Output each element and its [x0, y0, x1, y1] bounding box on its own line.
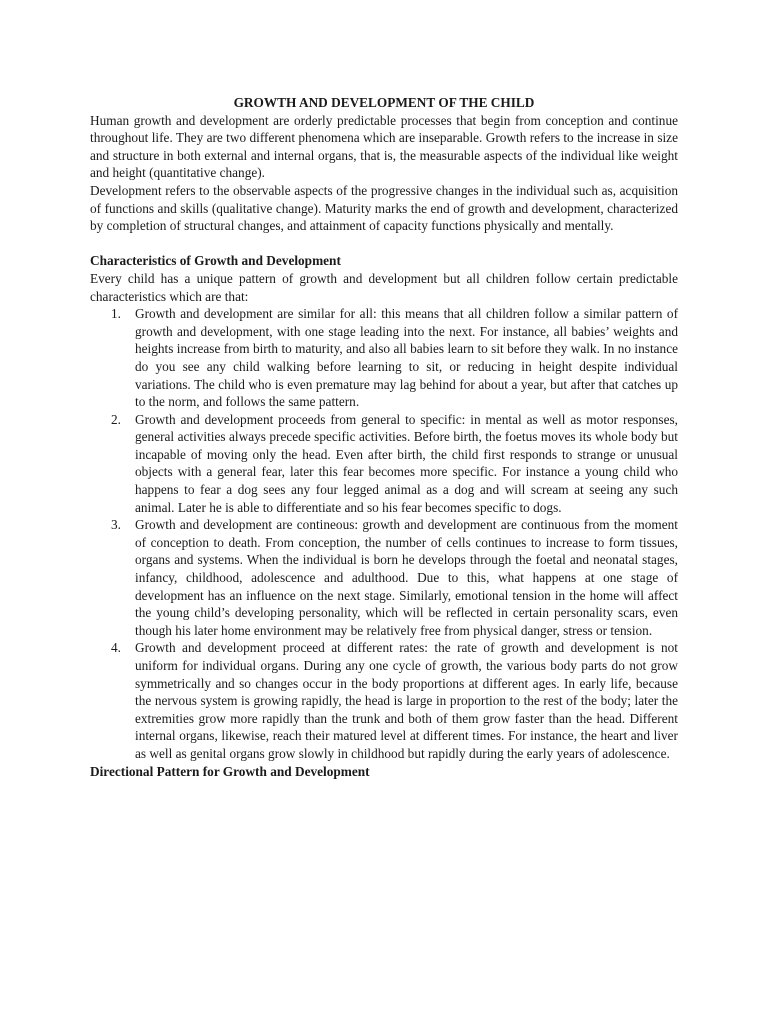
list-item-text: Growth and development are similar for all: this means that all children follow a similar pattern of growth and development, with one stage leading into the next. For instance, all babies’ weights and heights increase from birth to maturity, and also all babies learn to sit before they walk. In no instance do you see any child walking before learning to sit, or reducing in height despite individual variations. The child who is even premature may lag behind for about a year, but after that catches up to the norm, and follows the same pattern. — [135, 306, 678, 410]
list-item — [90, 305, 678, 411]
intro-paragraph-development: Development refers to the observable aspects of the progressive changes in the individual such as, acquisition of functions and skills (qualitative change). Maturity marks the end of growth and development, characterized by completion of structural changes, and attainment of capacity functions physically and mentally. — [90, 182, 678, 234]
spacer — [90, 235, 678, 253]
list-item-text: Growth and development are contineous: growth and development are continuous from the moment of conception to death. From conception, the number of cells continues to increase to form tissues, organs and systems. When the individual is born he develops through the foetal and neonatal stages, infancy, childhood, adolescence and adulthood. Due to this, what happens at one stage of development has an influence on the next stage. Similarly, emotional tension in the home will affect the young child’s developing personality, which will be reflected in certain personality scars, even though his later home environment may be relatively free from physical danger, stress or tension. — [135, 517, 678, 638]
document-title: GROWTH AND DEVELOPMENT OF THE CHILD — [233, 95, 535, 110]
list-item — [90, 411, 678, 517]
characteristics-list — [90, 305, 678, 762]
list-item — [90, 516, 678, 639]
document-page — [90, 94, 678, 780]
list-item-text: Growth and development proceed at different rates: the rate of growth and development is not uniform for individual organs. During any one cycle of growth, the various body parts do not grow symmetrically and so changes occur in the body proportions at different ages. In early life, because the nervous system is growing rapidly, the head is large in proportion to the rest of the body; later the extremities grow more rapidly than the trunk and both of them grow faster than the head. Different internal organs, likewise, reach their matured level at different times. For instance, the heart and liver as well as genital organs grow slowly in childhood but rapidly during the early years of adolescence. — [135, 640, 678, 761]
section-lead-paragraph: Every child has a unique pattern of growth and development but all children follow certain predictable characteristics which are that: — [90, 270, 678, 304]
intro-paragraph-growth: Human growth and development are orderly predictable processes that begin from conception and continue throughout life. They are two different phenomena which are inseparable. Growth refers to the increase in size and structure in both external and internal organs, that is, the measurable aspects of the individual like weight and height (quantitative change). — [90, 112, 678, 181]
list-item-number: 2. — [111, 411, 121, 427]
list-item-text: Growth and development proceeds from general to specific: in mental as well as motor responses, general activities always precede specific activities. Before birth, the foetus moves its whole body but incapable of moving only the head. Even after birth, the child first responds to strange or unusual objects with a general fear, later this fear becomes more specific. For instance a young child who happens to fear a dog sees any four legged animal as a dog and will scream at seeing any such animal. Later he is able to differentiate and so his fear becomes specific to dogs. — [135, 411, 678, 515]
section-heading-characteristics: Characteristics of Growth and Development — [90, 253, 341, 269]
section-heading-directional-pattern: Directional Pattern for Growth and Development — [90, 763, 370, 779]
list-item-number: 3. — [111, 517, 121, 533]
list-item-number: 4. — [111, 640, 121, 656]
list-item-number: 1. — [111, 306, 121, 322]
list-item — [90, 639, 678, 762]
